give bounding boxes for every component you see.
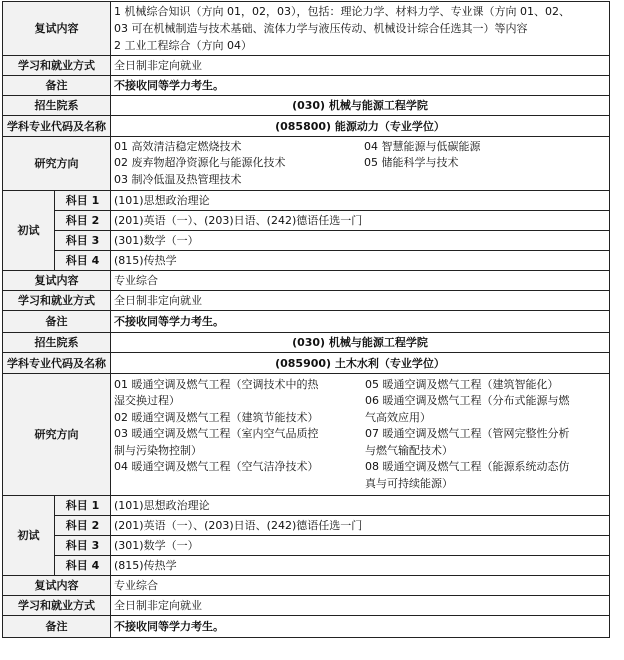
subject-row bbox=[3, 191, 610, 211]
study-mode-label: 学习和就业方式 bbox=[3, 291, 111, 311]
study-mode-value: 全日制非定向就业 bbox=[111, 291, 610, 311]
subject-row bbox=[3, 556, 610, 576]
initial-exam-label: 初试 bbox=[3, 496, 55, 576]
major-code-label: 学科专业代码及名称 bbox=[3, 116, 111, 137]
subject-value: (101)思想政治理论 bbox=[111, 496, 610, 516]
retest-content-value: 专业综合 bbox=[111, 271, 610, 291]
direction-item: 03 制冷低温及热管理技术 bbox=[114, 172, 242, 186]
initial-exam-label: 初试 bbox=[3, 191, 55, 271]
retest-row bbox=[3, 576, 610, 596]
direction-item: 02 废弃物超净资源化与能源化技术 bbox=[114, 156, 286, 170]
study-mode-label: 学习和就业方式 bbox=[3, 56, 111, 76]
direction-item: 06 暖通空调及燃气工程（分布式能源与燃 bbox=[365, 394, 570, 408]
direction-item: 07 暖通空调及燃气工程（管网完整性分析 bbox=[365, 427, 570, 441]
retest-content-label: 复试内容 bbox=[3, 271, 111, 291]
retest-content-value: 专业综合 bbox=[111, 576, 610, 596]
retest-content-label: 复试内容 bbox=[3, 2, 111, 56]
direction-item: 02 暖通空调及燃气工程（建筑节能技术） bbox=[114, 410, 319, 424]
direction-item: 与燃气输配技术） bbox=[365, 443, 453, 457]
subject-value: (301)数学（一） bbox=[111, 536, 610, 556]
direction-item: 01 暖通空调及燃气工程（空调技术中的热 bbox=[114, 377, 319, 391]
subject-value: (101)思想政治理论 bbox=[111, 191, 610, 211]
direction-item: 05 储能科学与技术 bbox=[364, 156, 459, 170]
direction-item: 08 暖通空调及燃气工程（能源系统动态仿 bbox=[365, 460, 570, 474]
major-value: (085900) 土木水利（专业学位） bbox=[111, 353, 610, 374]
retest-line: 1 机械综合知识（方向 01，02，03），包括：理论力学、材料力学、专业课（方向 01、02、 bbox=[114, 5, 570, 18]
subject-label: 科目 3 bbox=[55, 231, 111, 251]
direction-item: 04 智慧能源与低碳能源 bbox=[364, 139, 481, 153]
major-row bbox=[3, 116, 610, 137]
study-mode-label: 学习和就业方式 bbox=[3, 596, 111, 616]
subject-label: 科目 2 bbox=[55, 516, 111, 536]
subject-row bbox=[3, 211, 610, 231]
direction-item: 05 暖通空调及燃气工程（建筑智能化） bbox=[365, 377, 559, 391]
retest-row bbox=[3, 271, 610, 291]
subject-row bbox=[3, 536, 610, 556]
top-retest-row bbox=[3, 2, 610, 56]
subject-row bbox=[3, 231, 610, 251]
major-code-label: 学科专业代码及名称 bbox=[3, 353, 111, 374]
remarks-value: 不接收同等学力考生。 bbox=[111, 616, 610, 638]
subject-label: 科目 4 bbox=[55, 556, 111, 576]
school-label: 招生院系 bbox=[3, 96, 111, 116]
subject-label: 科目 1 bbox=[55, 496, 111, 516]
school-value: (030) 机械与能源工程学院 bbox=[111, 333, 610, 353]
subject-label: 科目 1 bbox=[55, 191, 111, 211]
retest-content-label: 复试内容 bbox=[3, 576, 111, 596]
study-mode-value: 全日制非定向就业 bbox=[111, 596, 610, 616]
program-table bbox=[2, 1, 610, 638]
direction-item: 湿交换过程） bbox=[114, 394, 180, 408]
study-row bbox=[3, 596, 610, 616]
direction-list bbox=[111, 374, 610, 496]
top-remarks-row bbox=[3, 76, 610, 96]
remarks-label: 备注 bbox=[3, 616, 111, 638]
school-row bbox=[3, 96, 610, 116]
school-row bbox=[3, 333, 610, 353]
subject-label: 科目 3 bbox=[55, 536, 111, 556]
research-direction-label: 研究方向 bbox=[3, 374, 111, 496]
direction-item: 01 高效清洁稳定燃烧技术 bbox=[114, 139, 242, 153]
major-row bbox=[3, 353, 610, 374]
subject-row bbox=[3, 516, 610, 536]
remarks-row bbox=[3, 311, 610, 333]
direction-item: 04 暖通空调及燃气工程（空气洁净技术） bbox=[114, 460, 319, 474]
direction-list bbox=[111, 137, 610, 191]
remarks-value: 不接收同等学力考生。 bbox=[111, 76, 610, 96]
remarks-row bbox=[3, 616, 610, 638]
remarks-value: 不接收同等学力考生。 bbox=[111, 311, 610, 333]
study-row bbox=[3, 291, 610, 311]
remarks-label: 备注 bbox=[3, 76, 111, 96]
direction-row bbox=[3, 374, 610, 496]
school-value: (030) 机械与能源工程学院 bbox=[111, 96, 610, 116]
subject-value: (201)英语（一）、(203)日语、(242)德语任选一门 bbox=[111, 516, 610, 536]
direction-item bbox=[114, 476, 355, 493]
subject-row bbox=[3, 496, 610, 516]
research-direction-label: 研究方向 bbox=[3, 137, 111, 191]
subject-row bbox=[3, 251, 610, 271]
direction-item: 气高效应用） bbox=[365, 410, 431, 424]
retest-content-value bbox=[111, 2, 610, 56]
school-label: 招生院系 bbox=[3, 333, 111, 353]
major-value: (085800) 能源动力（专业学位） bbox=[111, 116, 610, 137]
subject-value: (301)数学（一） bbox=[111, 231, 610, 251]
retest-line: 2 工业工程综合（方向 04） bbox=[114, 39, 252, 52]
remarks-label: 备注 bbox=[3, 311, 111, 333]
subject-value: (815)传热学 bbox=[111, 556, 610, 576]
subject-value: (815)传热学 bbox=[111, 251, 610, 271]
subject-value: (201)英语（一）、(203)日语、(242)德语任选一门 bbox=[111, 211, 610, 231]
admission-table bbox=[2, 1, 610, 638]
study-mode-value: 全日制非定向就业 bbox=[111, 56, 610, 76]
direction-item: 03 暖通空调及燃气工程（室内空气品质控 bbox=[114, 427, 319, 441]
subject-label: 科目 4 bbox=[55, 251, 111, 271]
retest-line: 03 可在机械制造与技术基础、流体力学与液压传动、机械设计综合任选其一）等内容 bbox=[114, 22, 528, 35]
direction-item: 制与污染物控制） bbox=[114, 443, 202, 457]
top-study-row bbox=[3, 56, 610, 76]
subject-label: 科目 2 bbox=[55, 211, 111, 231]
direction-row bbox=[3, 137, 610, 191]
direction-item: 真与可持续能源） bbox=[365, 476, 453, 490]
